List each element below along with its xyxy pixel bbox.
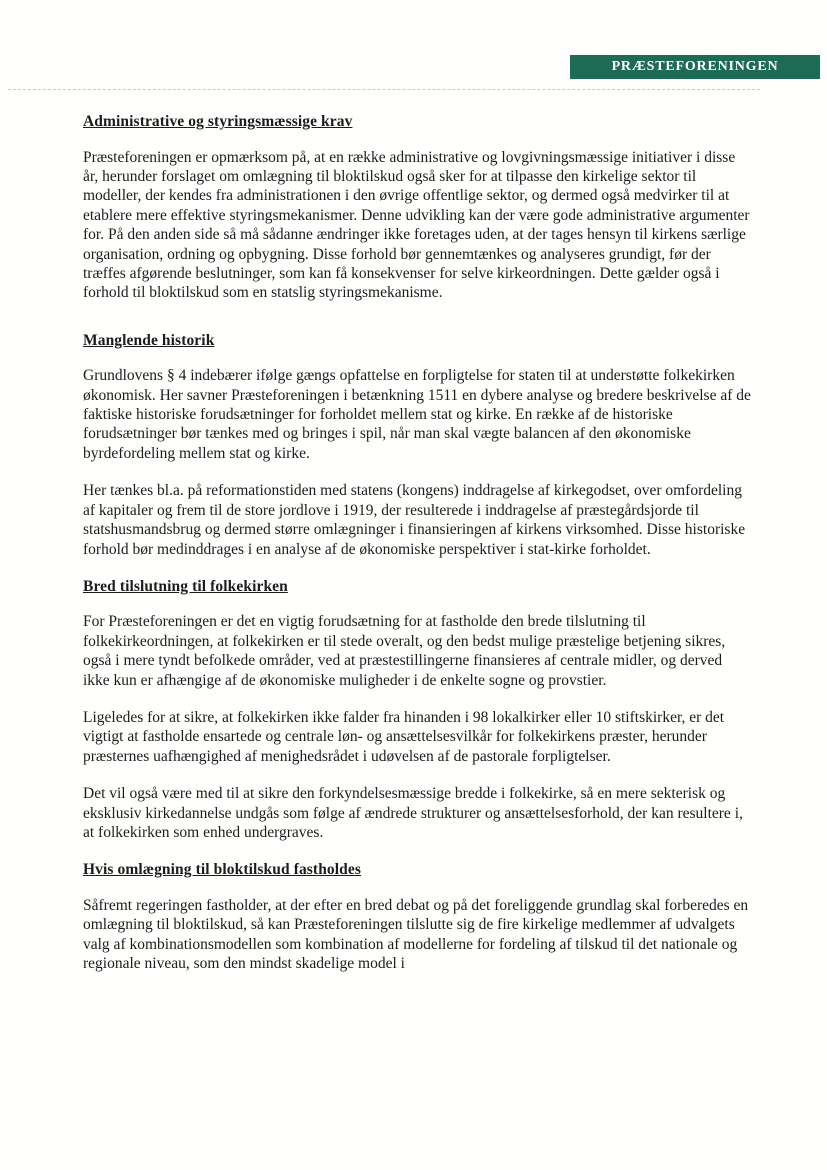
paragraph: Det vil også være med til at sikre den forkyndelsesmæssige bredde i folkekirke, så en mere sekterisk og eksklusiv kirkedannelse undgås som følge af ændrede strukturer og ansættelsesforhold, der kan resultere i, at folkekirken som enhed undergraves.	[83, 785, 743, 842]
paragraph: Ligeledes for at sikre, at folkekirken ikke falder fra hinanden i 98 lokalkirker eller 10 stiftskirker, er det vigtigt at fastholde ensartede og centrale løn- og ansættelsesvilkår for folkekirkens præster, herunder præsternes uafhængighed af menighedsrådet i udøvelsen af de pastorale forpligtelser.	[83, 709, 725, 765]
paragraph: For Præsteforeningen er det en vigtig forudsætning for at fastholde den brede tilslutning til folkekirkeordningen, at folkekirken er til stede overalt, og den bedst mulige præstelige betjening sikres, også i mere tyndt befolkede områder, ved at præstestillingerne finansieres af centrale midler, og derved ikke kun er afhængige af de økonomiske muligheder i de enkelte sogne og provstier.	[83, 613, 726, 689]
section-heading: Administrative og styringsmæssige krav	[83, 113, 353, 130]
document-body	[83, 112, 751, 992]
section-heading: Manglende historik	[83, 331, 215, 349]
document-section	[83, 112, 751, 303]
document-section	[83, 577, 751, 843]
paragraph: Grundlovens § 4 indebærer ifølge gængs opfattelse en forpligtelse for staten til at understøtte folkekirken økonomisk. Her savner Præsteforeningen i betænkning 1511 en dybere analyse og bredere beskrivelse af de faktiske historiske forudsætninger for forholdet mellem stat og kirke. En række af de historiske forudsætninger bør tænkes med og bringes i spil, når man skal vægte balancen af den økonomiske byrdefordeling mellem stat og kirke.	[83, 367, 751, 462]
banner-title: PRÆSTEFORENINGEN	[611, 59, 779, 74]
paragraph: Her tænkes bl.a. på reformationstiden med statens (kongens) inddragelse af kirkegodset, over omfordeling af kapitaler og frem til de store jordlove i 1919, der resulterede i inddragelse af præstegårdsjorde til statshusmandsbrug og dermed større omlægninger i finansieringen af kirkens virksomhed. Disse historiske forhold bør medinddrages i en analyse af de økonomiske perspektiver i stat-kirke forholdet.	[83, 482, 746, 558]
paragraph: Såfremt regeringen fastholder, at der efter en bred debat og på det foreliggende grundlag skal forberedes en omlægning til bloktilskud, så kan Præsteforeningen tilslutte sig de fire kirkelige medlemmer af udvalgets valg af kombinationsmodellen som kombination af modellerne for fordeling af tilskud til det nationale og regionale niveau, som den mindst skadelige model i	[83, 896, 749, 973]
section-heading: Bred tilslutning til folkekirken	[83, 577, 288, 595]
section-heading: Hvis omlægning til bloktilskud fastholdes	[83, 861, 362, 879]
document-section	[83, 331, 751, 559]
dashed-divider	[8, 89, 760, 90]
document-section	[83, 860, 751, 973]
praesteforeningen-banner	[570, 55, 820, 79]
paragraph: Præsteforeningen er opmærksom på, at en række administrative og lovgivningsmæssige initiativer i disse år, herunder forslaget om omlægning til bloktilskud også sker for at tilpasse den kirkelige sektor til modeller, der kendes fra administrationen i den øvrige offentlige sektor, og dermed også medvirker til at etablere mere effektive styringsmekanismer. Denne udvikling kan der være gode administrative argumenter for. På den anden side så må sådanne ændringer ikke foretages uden, at der tages hensyn til kirkens særlige organisation, ordning og opbygning. Disse forhold bør gennemtænkes og analyseres grundigt, før der træffes afgørende beslutninger, som kan få konsekvenser for selve kirkeordningen. Dette gælder også i forhold til bloktilskud som en statslig styringsmekanisme.	[83, 148, 750, 302]
